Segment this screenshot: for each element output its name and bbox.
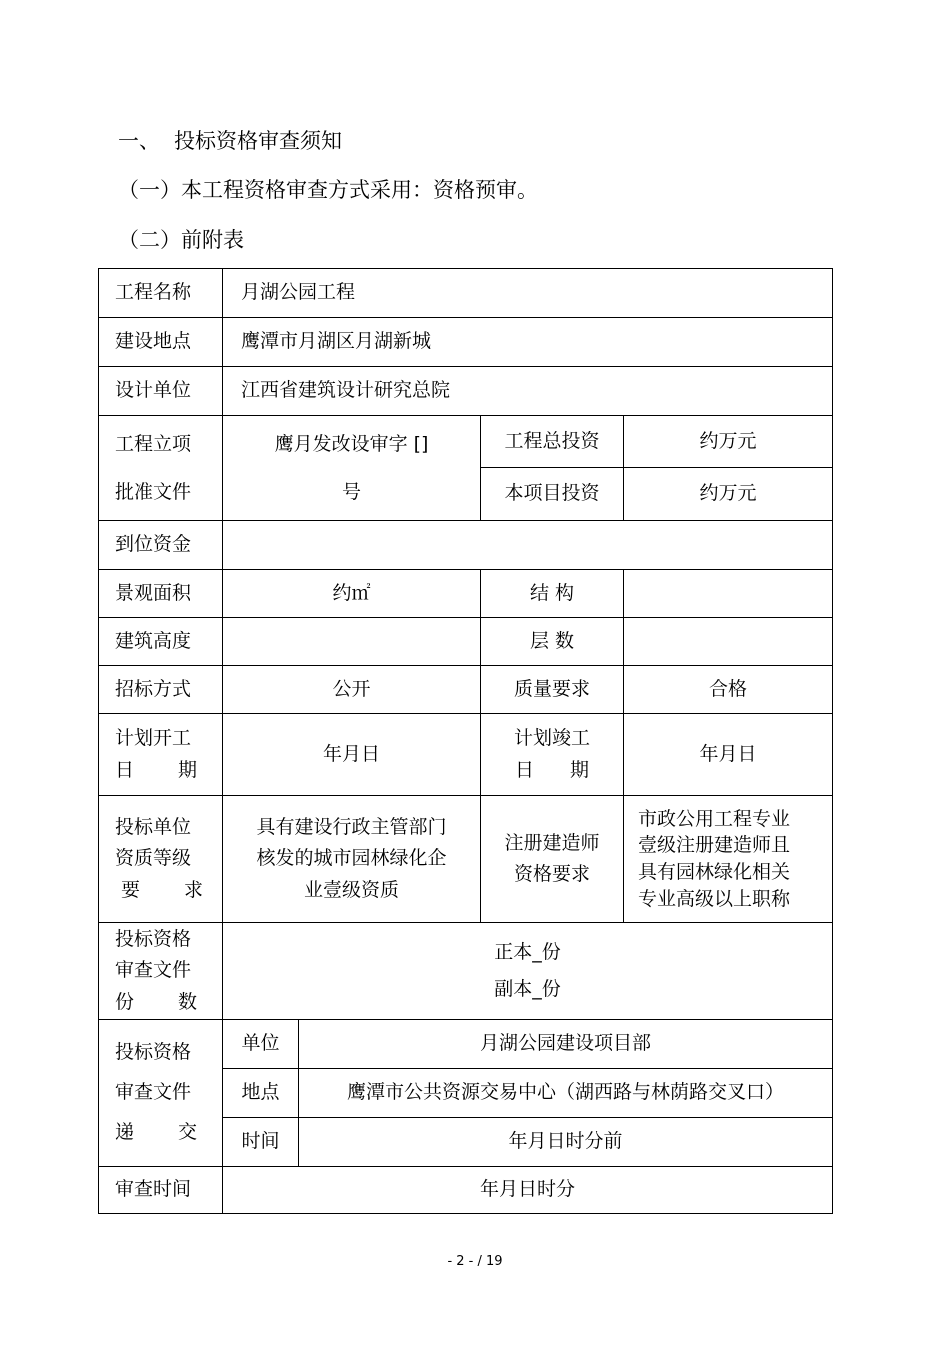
copies-label xyxy=(99,923,223,1020)
total-invest-value: 约万元 xyxy=(624,416,832,468)
table-row xyxy=(99,521,833,570)
copies-original: 正本_份 xyxy=(494,940,561,963)
funds-label: 到位资金 xyxy=(99,521,223,570)
location-label: 建设地点 xyxy=(99,318,223,367)
table-row xyxy=(99,416,833,521)
approval-value xyxy=(223,416,481,521)
table-row xyxy=(99,1167,833,1214)
qual-label-line: 资质等级 xyxy=(115,847,192,870)
submit-unit-value: 月湖公园建设项目部 xyxy=(299,1020,833,1069)
quality-value: 合格 xyxy=(624,666,833,714)
floors-value xyxy=(624,618,833,666)
bid-method-value: 公开 xyxy=(223,666,481,714)
end-date-label xyxy=(481,714,624,796)
qualification-label xyxy=(99,796,223,923)
table-row xyxy=(99,796,833,923)
submit-time-label: 时间 xyxy=(223,1118,299,1167)
review-time-label: 审查时间 xyxy=(99,1167,223,1214)
funds-value xyxy=(223,521,833,570)
submit-place-value: 鹰潭市公共资源交易中心（湖西路与林荫路交叉口） xyxy=(299,1069,833,1118)
table-row xyxy=(99,318,833,367)
end-date-value: 年月日 xyxy=(624,714,833,796)
area-value: 约㎡ xyxy=(223,570,481,618)
location-value: 鹰潭市月湖区月湖新城 xyxy=(223,318,833,367)
project-name-label: 工程名称 xyxy=(99,269,223,318)
table-row xyxy=(99,618,833,666)
table-row xyxy=(99,269,833,318)
table-row xyxy=(99,666,833,714)
copies-duplicate: 副本_份 xyxy=(494,978,561,1000)
reg-label-line: 资格要求 xyxy=(513,863,590,885)
height-label: 建筑高度 xyxy=(99,618,223,666)
design-label: 设计单位 xyxy=(99,367,223,416)
project-invest-label: 本项目投资 xyxy=(504,482,600,505)
project-invest-value: 约万元 xyxy=(699,482,757,505)
review-method-line: （一）本工程资格审查方式采用：资格预审。 xyxy=(118,178,538,202)
invest-labels xyxy=(481,416,624,521)
table-row xyxy=(99,570,833,618)
invest-values xyxy=(624,416,833,521)
end-label-line: 日 期 xyxy=(515,758,589,781)
table-row xyxy=(99,923,833,1020)
table-row xyxy=(99,1020,833,1069)
review-time-value: 年月日时分 xyxy=(223,1167,833,1214)
quality-label: 质量要求 xyxy=(481,666,624,714)
floors-label-text: 层 数 xyxy=(529,629,575,652)
approval-value-line: 鹰月发改设审字 [] xyxy=(274,432,429,455)
approval-value-line: 号 xyxy=(341,481,361,503)
start-label-line: 计划开工 xyxy=(115,727,192,750)
qual-value-line: 业壹级资质 xyxy=(303,878,399,901)
table-row xyxy=(99,714,833,796)
design-value: 江西省建筑设计研究总院 xyxy=(223,367,833,416)
attached-table-heading: （二）前附表 xyxy=(118,228,244,252)
section-title: 投标资格审查须知 xyxy=(174,129,342,153)
qual-label-line: 要 求 xyxy=(121,878,203,901)
submit-label-line: 审查文件 xyxy=(115,1081,192,1104)
reg-value-line: 壹级注册建造师且 xyxy=(638,834,791,857)
approval-label xyxy=(99,416,223,521)
constructor-label xyxy=(481,796,624,923)
total-invest-label: 工程总投资 xyxy=(481,416,623,468)
end-label-line: 计划竣工 xyxy=(513,727,590,750)
project-name-value: 月湖公园工程 xyxy=(223,269,833,318)
constructor-value xyxy=(624,796,833,923)
copies-label-line: 审查文件 xyxy=(115,959,192,982)
pre-attached-table xyxy=(98,268,833,1214)
submit-place-label: 地点 xyxy=(223,1069,299,1118)
copies-value xyxy=(223,923,833,1020)
submit-label-line: 投标资格 xyxy=(115,1041,192,1064)
approval-label-line: 工程立项 xyxy=(115,432,192,455)
qual-value-line: 核发的城市园林绿化企 xyxy=(256,847,447,870)
qualification-value xyxy=(223,796,481,923)
reg-label-line: 注册建造师 xyxy=(504,831,600,854)
submit-time-value: 年月日时分前 xyxy=(299,1118,833,1167)
reg-value-line: 专业高级以上职称 xyxy=(638,887,791,910)
area-label: 景观面积 xyxy=(99,570,223,618)
bid-method-label: 招标方式 xyxy=(99,666,223,714)
qual-value-line: 具有建设行政主管部门 xyxy=(256,815,447,838)
start-label-line: 日 期 xyxy=(115,758,197,781)
qual-label-line: 投标单位 xyxy=(115,815,192,838)
submit-unit-label: 单位 xyxy=(223,1020,299,1069)
copies-label-line: 份 数 xyxy=(115,990,197,1013)
reg-value-line: 市政公用工程专业 xyxy=(638,807,791,830)
section-number: 一、 xyxy=(118,129,160,153)
table-row xyxy=(99,367,833,416)
page-number: - 2 - / 19 xyxy=(447,1254,503,1269)
submit-label-line: 递 交 xyxy=(115,1120,197,1143)
structure-value xyxy=(624,570,833,618)
height-value xyxy=(223,618,481,666)
section-heading xyxy=(118,131,342,152)
submission-label xyxy=(99,1020,223,1167)
reg-value-line: 具有园林绿化相关 xyxy=(638,861,791,883)
structure-label: 结 构 xyxy=(481,570,624,618)
approval-label-line: 批准文件 xyxy=(115,481,192,503)
copies-label-line: 投标资格 xyxy=(115,927,192,950)
floors-label xyxy=(481,618,624,666)
start-date-value: 年月日 xyxy=(223,714,481,796)
start-date-label xyxy=(99,714,223,796)
